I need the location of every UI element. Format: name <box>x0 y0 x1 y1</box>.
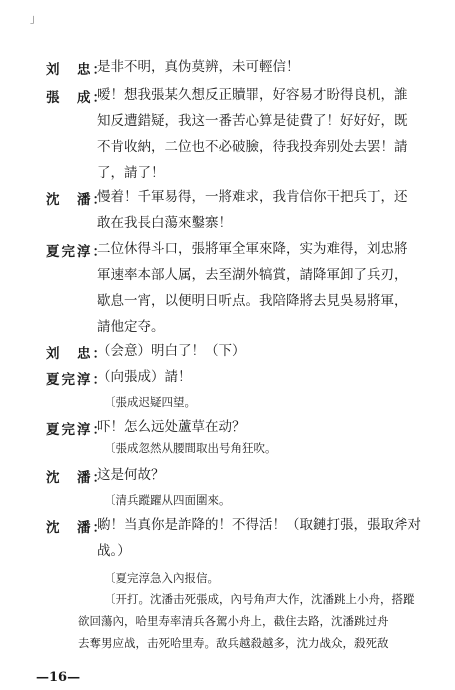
dialogue-line: 知反遭錯疑，我这一番苦心算是徒費了！好好好，既 <box>97 113 408 129</box>
dialogue-line: 軍速率本部人属，去至湖外犒賞，請降軍卸了兵刃， <box>97 267 408 283</box>
dialogue-line: 吓！怎么远处蘆草在动？ <box>97 419 246 435</box>
stage-direction: 〔清兵蹤躍从四面圍來。 <box>104 493 231 507</box>
dialogue-line: （向張成）請！ <box>97 369 192 385</box>
dialogue-line: 这是何故？ <box>97 467 165 483</box>
dialogue-line: 敢在我長白蕩來鑿寨！ <box>97 215 232 231</box>
speaker-name: 夏完淳： <box>46 422 108 438</box>
dialogue-line: （会意）明白了！（下） <box>97 343 246 359</box>
stage-direction: 〔張成忽然从腰間取出号角狂吹。 <box>104 441 277 455</box>
dialogue-line: 請他定夺。 <box>97 319 165 335</box>
speaker-name: 夏完淳： <box>46 372 108 388</box>
stage-direction: 〔夏完淳急入內报信。 <box>104 571 219 585</box>
dialogue-line: 慢着！千軍易得，一將难求，我肯信你干把兵丁，还 <box>97 189 408 205</box>
narration-line: 〔开打。沈潘击死張成，內号角声大作，沈潘跳上小舟，搭蹤 <box>104 592 415 606</box>
dialogue-line: 二位休得斗口，張將軍全軍來降，实为难得，刘忠將 <box>97 241 408 257</box>
dialogue-line: 了，請了！ <box>97 165 165 181</box>
dialogue-line: 不肯收納，二位也不必破臉，待我投奔别处去罢！請 <box>97 139 408 155</box>
speaker-name: 刘 忠： <box>46 62 108 78</box>
dialogue-line: 是非不明，真伪莫辨，未可輕信！ <box>97 59 300 75</box>
dialogue-line: 歇息一宵，以便明日听点。我陪降將去見吳易將軍， <box>97 293 408 309</box>
speaker-name: 沈 潘： <box>46 470 108 486</box>
speaker-name: 沈 潘： <box>46 520 108 536</box>
speaker-name: 張 成： <box>46 90 108 106</box>
speaker-name: 夏完淳： <box>46 244 108 260</box>
dialogue-line: 嗳！想我張某久想反正贖罪，好容易才盼得良机，誰 <box>97 87 408 103</box>
speaker-name: 沈 潘： <box>46 192 108 208</box>
dialogue-line: 喲！当真你是詐降的！不得活！（取鏈打張，張取斧对 <box>97 517 421 533</box>
stage-direction: 〔張成迟疑四望。 <box>104 395 196 409</box>
narration-line: 去奪男应战，击死哈里寿。敌兵越殺越多，沈力战众，殺死敌 <box>78 636 389 650</box>
dialogue-line: 战。） <box>97 543 131 559</box>
narration-line: 欲回蕩內，哈里寿率清兵各駕小舟上，截住去路，沈潘跳过舟 <box>78 614 389 628</box>
page-number: —16— <box>36 670 81 685</box>
corner-mark: 」 <box>30 12 41 25</box>
speaker-name: 刘 忠： <box>46 346 108 362</box>
